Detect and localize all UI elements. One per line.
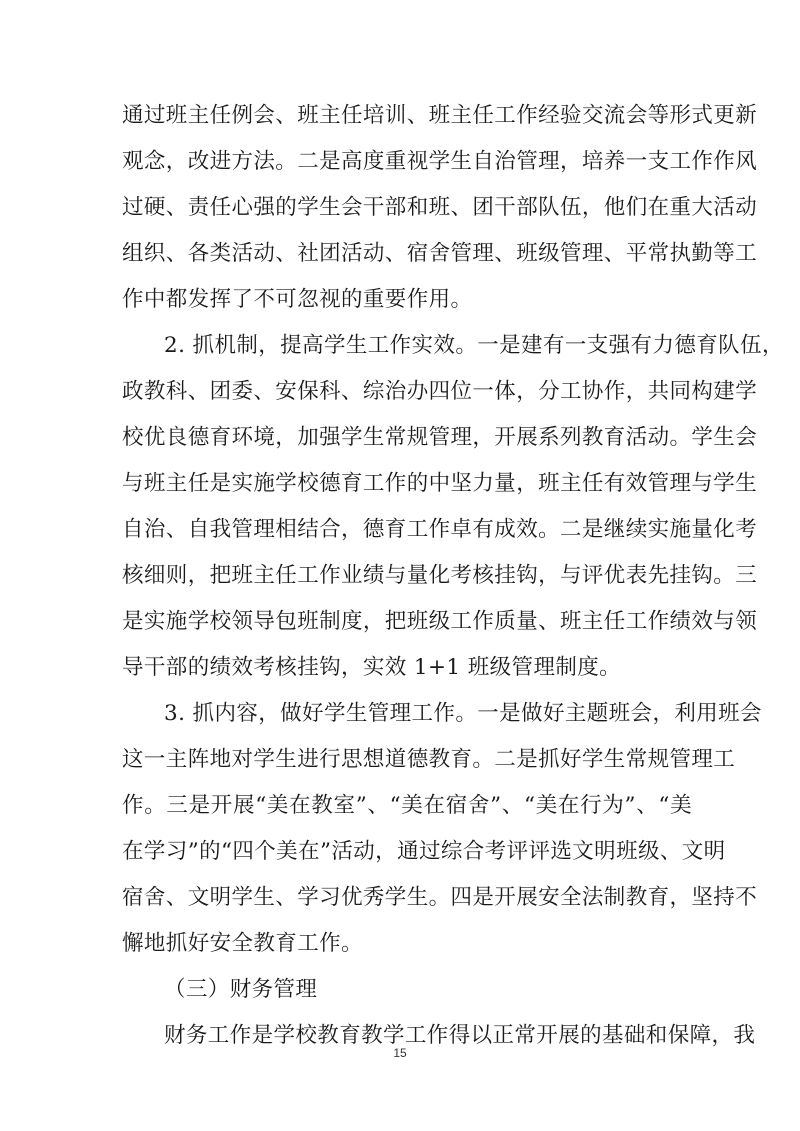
paragraph-first-line: 财务工作是学校教育教学工作得以正常开展的基础和保障，我 (164, 1023, 756, 1048)
text-line: 在学习”的“四个美在”活动，通过综合考评评选文明班级、文明 (122, 839, 726, 864)
text-line: 这一主阵地对学生进行思想道德教育。二是抓好学生常规管理工 (122, 747, 736, 772)
paragraph-first-line: 2. 抓机制，提高学生工作实效。一是建有一支强有力德育队伍， (164, 333, 784, 358)
text-line: 校优良德育环境，加强学生常规管理，开展系列教育活动。学生会 (122, 425, 758, 450)
text-line: 懈地抓好安全教育工作。 (122, 931, 363, 956)
text-line: 过硬、责任心强的学生会干部和班、团干部队伍，他们在重大活动 (122, 195, 758, 220)
text-line: 导干部的绩效考核挂钩，实效 1+1 班级管理制度。 (122, 655, 622, 680)
text-line: 政教科、团委、安保科、综治办四位一体，分工协作，共同构建学 (122, 379, 758, 404)
text-line: 组织、各类活动、社团活动、宿舍管理、班级管理、平常执勤等工 (122, 241, 758, 266)
text-line: 作。三是开展“美在教室”、“美在宿舍”、“美在行为”、“美 (122, 793, 692, 818)
text-line: 与班主任是实施学校德育工作的中坚力量，班主任有效管理与学生 (122, 471, 758, 496)
text-line: 作中都发挥了不可忽视的重要作用。 (122, 287, 473, 312)
text-line: 观念，改进方法。二是高度重视学生自治管理，培养一支工作作风 (122, 149, 758, 174)
section-heading: （三）财务管理 (164, 977, 318, 1002)
text-line: 宿舍、文明学生、学习优秀学生。四是开展安全法制教育，坚持不 (122, 885, 758, 910)
paragraph-first-line: 3. 抓内容，做好学生管理工作。一是做好主题班会，利用班会 (164, 701, 762, 726)
page-number: 15 (393, 1046, 407, 1060)
text-line: 自治、自我管理相结合，德育工作卓有成效。二是继续实施量化考 (122, 517, 758, 542)
text-line: 是实施学校领导包班制度，把班级工作质量、班主任工作绩效与领 (122, 609, 758, 634)
text-line: 通过班主任例会、班主任培训、班主任工作经验交流会等形式更新 (122, 103, 758, 128)
text-line: 核细则，把班主任工作业绩与量化考核挂钩，与评优表先挂钩。三 (122, 563, 758, 588)
